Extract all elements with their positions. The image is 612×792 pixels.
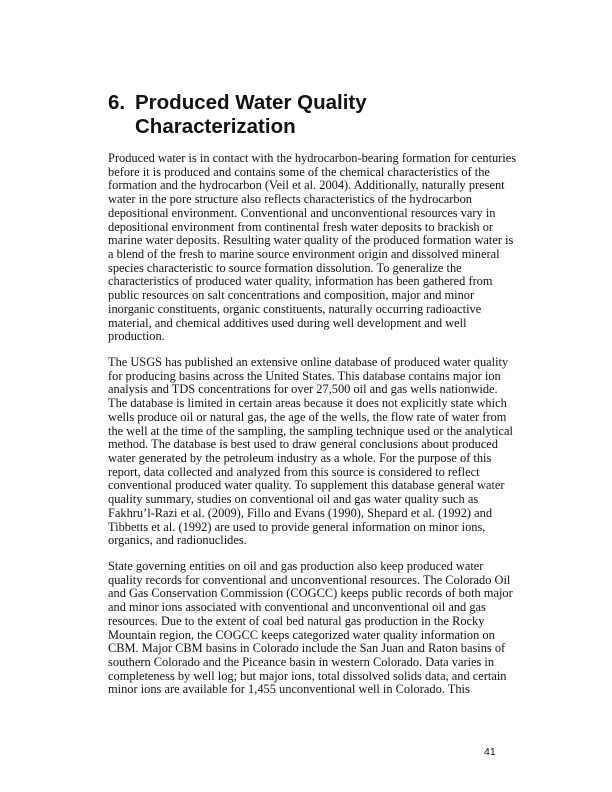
text-line: inorganic constituents, organic constituents, naturally occurring radioactive — [108, 301, 482, 316]
paragraph-state-records — [108, 560, 513, 697]
text-line: formation and the hydrocarbon (Veil et al. 2004). Additionally, naturally present — [108, 178, 505, 193]
text-line: production. — [108, 329, 165, 344]
text-line: Tibbetts et al. (1992) are used to provide general information on minor ions, — [108, 519, 486, 534]
text-line: The database is limited in certain areas because it does not explicitly state which — [108, 396, 507, 411]
text-line: and Gas Conservation Commission (COGCC) keeps public records of both major — [108, 586, 513, 601]
text-line: analysis and TDS concentrations for over 27,500 oil and gas wells nationwide. — [108, 382, 498, 397]
text-line: species characteristic to source formation dissolution. To generalize the — [108, 260, 462, 275]
text-line: resources. Due to the extent of coal bed natural gas production in the Rocky — [108, 613, 485, 628]
text-line: Produced water is in contact with the hydrocarbon-bearing formation for centuries — [108, 151, 517, 165]
text-line: report, data collected and analyzed from this source is considered to reflect — [108, 464, 480, 479]
text-line: marine water deposits. Resulting water quality of the produced formation water is — [108, 233, 514, 248]
section-number: 6. — [108, 91, 126, 114]
text-line: method. The database is best used to draw general conclusions about produced — [108, 437, 498, 452]
text-line: quality records for conventional and unconventional resources. The Colorado Oil — [108, 572, 511, 587]
text-line: a blend of the fresh to marine source environment origin and dissolved mineral — [108, 247, 500, 262]
text-line: Mountain region, the COGCC keeps categorized water quality information on — [108, 627, 495, 642]
text-line: water generated by the petroleum industry as a whole. For the purpose of this — [108, 451, 492, 466]
text-line: water in the pore structure also reflects characteristics of the hydrocarbon — [108, 192, 472, 207]
text-line: conventional produced water quality. To supplement this database general water — [108, 478, 505, 493]
paragraph-usgs-database — [108, 356, 513, 548]
section-heading — [108, 91, 367, 139]
text-line: completeness by well log; but major ions, total dissolved solids data, and certain — [108, 668, 507, 683]
text-line: southern Colorado and the Piceance basin in western Colorado. Data varies in — [108, 655, 495, 670]
text-line: and minor ions associated with conventional and unconventional oil and gas — [108, 600, 486, 615]
text-line: characteristics of produced water quality, information has been gathered from — [108, 274, 493, 289]
text-line: depositional environment. Conventional and unconventional resources vary in — [108, 205, 496, 220]
text-line: organics, and radionuclides. — [108, 533, 247, 548]
text-line: depositional environment from continental fresh water deposits to brackish or — [108, 219, 494, 234]
paragraph-intro — [108, 152, 516, 344]
text-line: wells produce oil or natural gas, the age of the wells, the flow rate of water from — [108, 409, 507, 424]
text-line: CBM. Major CBM basins in Colorado include the San Juan and Raton basins of — [108, 641, 506, 656]
text-line: quality summary, studies on conventional oil and gas water quality such as — [108, 492, 479, 507]
heading-line: Produced Water Quality — [135, 91, 367, 114]
text-line: The USGS has published an extensive online database of produced water quality — [108, 355, 509, 369]
text-line: State governing entities on oil and gas production also keep produced water — [108, 559, 484, 573]
text-line: before it is produced and contains some of the chemical characteristics of the — [108, 164, 490, 179]
text-line: Fakhru’l-Razi et al. (2009), Fillo and Evans (1990), Shepard et al. (1992) and — [108, 505, 493, 520]
heading-line: Characterization — [135, 115, 296, 138]
text-line: material, and chemical additives used during well development and well — [108, 315, 467, 330]
text-line: for producing basins across the United States. This database contains major ion — [108, 368, 501, 383]
text-line: the well at the time of the sampling, the sampling technique used or the analytical — [108, 423, 513, 438]
text-line: public resources on salt concentrations and composition, major and minor — [108, 288, 475, 303]
page-number: 41 — [484, 746, 496, 758]
text-line: minor ions are available for 1,455 unconventional well in Colorado. This — [108, 682, 470, 697]
